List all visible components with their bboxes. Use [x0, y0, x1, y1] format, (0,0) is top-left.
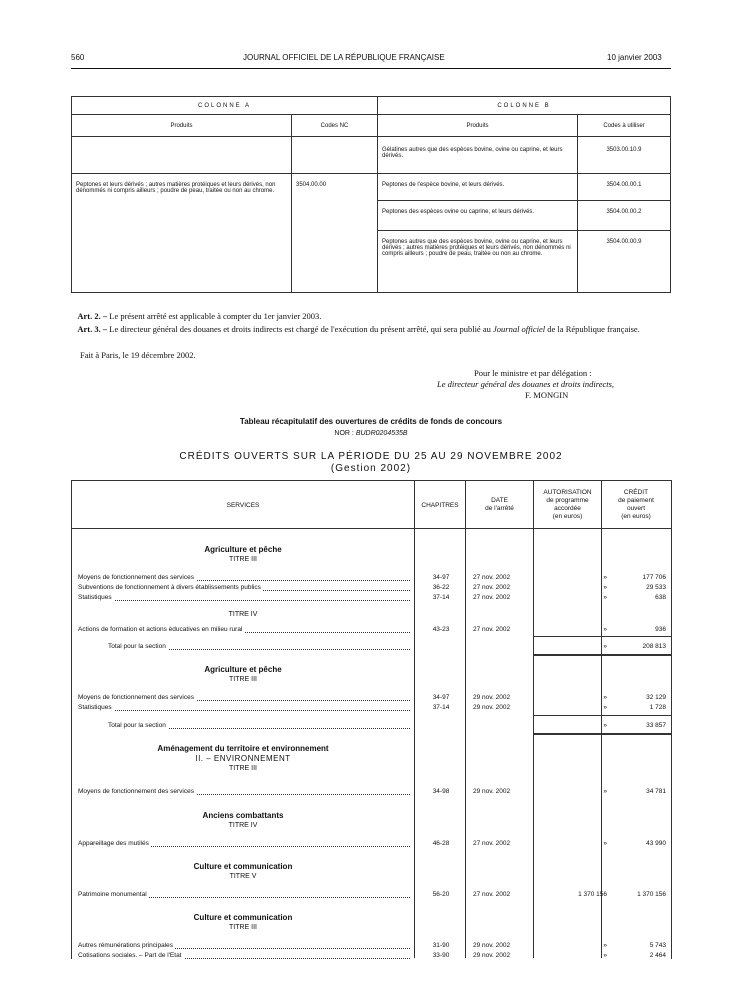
credit-cell: 638 [655, 594, 666, 601]
ministry-name: Culture et communication [193, 913, 293, 922]
table-row [78, 703, 672, 712]
date-cell: 27 nov. 2002 [473, 840, 511, 847]
autorisation-cell: » [603, 942, 607, 949]
credit-cell: 2 464 [649, 952, 666, 959]
table-cell: Peptones de l'espèce bovine, et leurs dérivés. [378, 174, 578, 201]
ministry-name: Agriculture et pêche [204, 545, 282, 554]
autorisation-cell: » [603, 952, 607, 959]
products-a-header: Produits [72, 115, 292, 137]
empty-cell [72, 137, 292, 174]
service-label: Statistiques [78, 594, 112, 601]
art3-italic: Journal officiel [492, 324, 546, 334]
chapitre-cell: 37-14 [432, 704, 450, 711]
service-label: Moyens de fonctionnement des services [78, 574, 194, 581]
autorisation-cell: » [603, 574, 607, 581]
ministry-name: Culture et communication [193, 862, 293, 871]
date-cell: 27 nov. 2002 [473, 584, 511, 591]
column-a-header: COLONNE A [72, 97, 378, 115]
table-row [78, 890, 672, 899]
table-title: Tableau récapitulatif des ouvertures de crédits de fonds de concours [239, 417, 503, 426]
autorisation-header [534, 489, 601, 521]
titre-label: TITRE III [229, 556, 257, 563]
table-row [78, 693, 672, 702]
ministry-name: Aménagement du territoire et environnement [157, 744, 329, 753]
credit-cell: 208 813 [642, 643, 666, 650]
credit-cell: 936 [655, 626, 666, 633]
total-label: Total pour la section [108, 722, 166, 729]
credit-cell: 177 706 [642, 574, 666, 581]
chapitre-cell: 34-97 [432, 574, 450, 581]
section-heading [72, 862, 414, 880]
fait-a-paris: Fait à Paris, le 19 décembre 2002. [80, 350, 196, 360]
date-cell: 27 nov. 2002 [473, 594, 511, 601]
date-cell: 29 nov. 2002 [473, 952, 511, 959]
autorisation-cell: » [603, 694, 607, 701]
cr-header-1: CRÉDIT [623, 489, 649, 496]
table-cell: Peptones autres que des espèces bovine, ovine ou caprine, et leurs dérivés ; autres matières protéiques et leurs dérivés, non dénommés ni compris ailleurs ; poudre de peau, traitée ou non au chrome. [378, 231, 578, 293]
credit-cell: 29 533 [646, 584, 666, 591]
autorisation-cell: » [603, 722, 607, 729]
total-rule [533, 715, 672, 716]
date-header [466, 497, 533, 513]
autorisation-cell: » [603, 584, 607, 591]
total-rule [533, 654, 672, 656]
date-cell: 29 nov. 2002 [473, 704, 511, 711]
issue-date: 10 janvier 2003 [607, 53, 662, 62]
services-header: SERVICES [226, 502, 260, 509]
chapitre-cell: 56-20 [432, 891, 450, 898]
signature-line-2: Le directeur général des douanes et droits indirects, [437, 379, 615, 389]
autorisation-cell: » [603, 626, 607, 633]
service-label: Moyens de fonctionnement des services [78, 788, 194, 795]
credit-header [602, 489, 670, 521]
section-heading [72, 545, 414, 563]
credit-cell: 32 129 [646, 694, 666, 701]
table-cell: Peptones des espèces ovine ou caprine, et leurs dérivés. [378, 201, 578, 231]
chapitre-cell: 34-98 [432, 788, 450, 795]
chapitres-header: CHAPITRES [421, 502, 459, 509]
date-cell: 27 nov. 2002 [473, 574, 511, 581]
nor-value: BUDR0204535B [355, 430, 408, 437]
table-cell: 3504.00.00.9 [578, 231, 671, 293]
signature-line-1: Pour le ministre et par délégation : [474, 368, 592, 378]
col-divider [465, 480, 466, 958]
page-number: 560 [71, 53, 85, 62]
total-label: Total pour la section [108, 643, 166, 650]
service-label: Actions de formation et actions éducatives en milieu rural [78, 626, 243, 633]
titre-label: TITRE IV [228, 611, 258, 618]
journal-title: JOURNAL OFFICIEL DE LA RÉPUBLIQUE FRANÇAISE [243, 53, 445, 62]
table-cell: 3504.00.00.2 [578, 201, 671, 231]
credit-cell: 1 728 [649, 704, 666, 711]
col-divider [414, 480, 415, 958]
credit-cell: 43 990 [646, 840, 666, 847]
chapitre-cell: 36-22 [432, 584, 450, 591]
subsection-label: II. – ENVIRONNEMENT [195, 754, 291, 763]
total-row [108, 642, 672, 651]
cr-header-2: de paiement [618, 497, 654, 504]
autorisation-cell: » [603, 788, 607, 795]
cr-header-4: (en euros) [621, 513, 651, 520]
col-divider [533, 480, 534, 958]
service-label: Cotisations sociales. – Part de l'Etat [78, 952, 182, 959]
signature-name: F. MONGIN [525, 390, 569, 400]
table-row [78, 573, 672, 582]
chapitre-cell: 43-23 [432, 626, 450, 633]
date-cell: 27 nov. 2002 [473, 626, 511, 633]
aut-header-3: accordée [554, 505, 581, 512]
service-label: Subventions de fonctionnement à divers établissements publics [78, 584, 261, 591]
codes-header: Codes à utiliser [578, 115, 671, 137]
table-row [78, 593, 672, 602]
chapitre-cell: 34-97 [432, 694, 450, 701]
nor-line [71, 430, 671, 437]
cr-header-3: ouvert [626, 505, 646, 512]
article-3 [71, 324, 671, 335]
table-cell: 3504.00.00 [292, 174, 378, 293]
credits-title: CRÉDITS OUVERTS SUR LA PÉRIODE DU 25 AU 29 NOVEMBRE 2002 [179, 451, 563, 462]
credit-cell: 34 781 [646, 788, 666, 795]
date-cell: 29 nov. 2002 [473, 942, 511, 949]
table-row [78, 941, 672, 950]
titre-label: TITRE V [229, 873, 257, 880]
col-divider [601, 480, 602, 958]
autorisation-cell: » [603, 840, 607, 847]
aut-header-1: AUTORISATION [543, 489, 592, 496]
product-codes-table [71, 96, 671, 293]
titre-label: TITRE IV [228, 822, 258, 829]
titre-label: TITRE III [229, 924, 257, 931]
date-cell: 29 nov. 2002 [473, 788, 511, 795]
aut-header-2: de programme [546, 497, 589, 504]
autorisation-cell: 1 370 156 [578, 891, 607, 898]
service-label: Appareillage des mutilés [78, 840, 149, 847]
total-rule [533, 733, 672, 735]
table-row [78, 625, 672, 634]
section-heading [72, 913, 414, 931]
service-label: Patrimoine monumental [78, 891, 147, 898]
aut-header-4: (en euros) [552, 513, 583, 520]
section-heading [72, 811, 414, 829]
date-header-2: de l'arrêté [485, 505, 514, 512]
chapitre-cell: 31-90 [432, 942, 450, 949]
service-label: Statistiques [78, 704, 112, 711]
header-rule [71, 68, 671, 69]
art2-text: Le présent arrêté est applicable à compter du 1er janvier 2003. [109, 311, 322, 321]
autorisation-cell: » [603, 704, 607, 711]
article-2 [71, 311, 671, 322]
date-cell: 27 nov. 2002 [473, 891, 511, 898]
products-b-header: Produits [378, 115, 578, 137]
titre-label: TITRE III [229, 676, 257, 683]
table-cell: 3504.00.00.1 [578, 174, 671, 201]
table-cell: Peptones et leurs dérivés ; autres matières protéiques et leurs dérivés, non dénommés ni compris ailleurs ; poudre de peau, traitée ou non au chrome. [72, 174, 292, 293]
chapitre-cell: 46-28 [432, 840, 450, 847]
art3-end: de la République française. [547, 324, 640, 334]
credits-header-rule [71, 528, 671, 529]
credit-cell: 5 743 [649, 942, 666, 949]
art2-label: Art. 2. – [77, 311, 108, 321]
credits-subtitle: (Gestion 2002) [330, 463, 412, 474]
nor-label: NOR : [334, 430, 354, 437]
section-heading [72, 611, 414, 618]
autorisation-cell: » [603, 643, 607, 650]
chapitre-cell: 37-14 [432, 594, 450, 601]
service-label: Autres rémunérations principales [78, 942, 174, 949]
chapitre-cell: 33-90 [432, 952, 450, 959]
table-cell: 3503.00.10.9 [578, 137, 671, 174]
column-b-header: COLONNE B [378, 97, 671, 115]
autorisation-cell: » [603, 594, 607, 601]
credit-cell: 33 857 [646, 722, 666, 729]
ministry-name: Agriculture et pêche [204, 665, 282, 674]
service-label: Moyens de fonctionnement des services [78, 694, 194, 701]
total-rule [533, 636, 672, 637]
codes-nc-header: Codes NC [292, 115, 378, 137]
total-row [108, 721, 672, 730]
date-header-1: DATE [491, 497, 508, 504]
empty-cell [292, 137, 378, 174]
table-row [78, 787, 672, 796]
credit-cell: 1 370 156 [637, 891, 666, 898]
art3-text: Le directeur général des douanes et droits indirects est chargé de l'exécution du présent arrêté, qui sera publié au [109, 324, 491, 334]
ministry-name: Anciens combattants [202, 811, 284, 820]
art3-label: Art. 3. – [77, 324, 108, 334]
date-cell: 29 nov. 2002 [473, 694, 511, 701]
table-row [78, 951, 672, 960]
section-heading [72, 665, 414, 683]
table-row [78, 839, 672, 848]
section-heading [72, 744, 414, 772]
table-row [78, 583, 672, 592]
table-cell: Gélatines autres que des espèces bovine, ovine ou caprine, et leurs dérivés. [378, 137, 578, 174]
titre-label: TITRE III [229, 765, 257, 772]
